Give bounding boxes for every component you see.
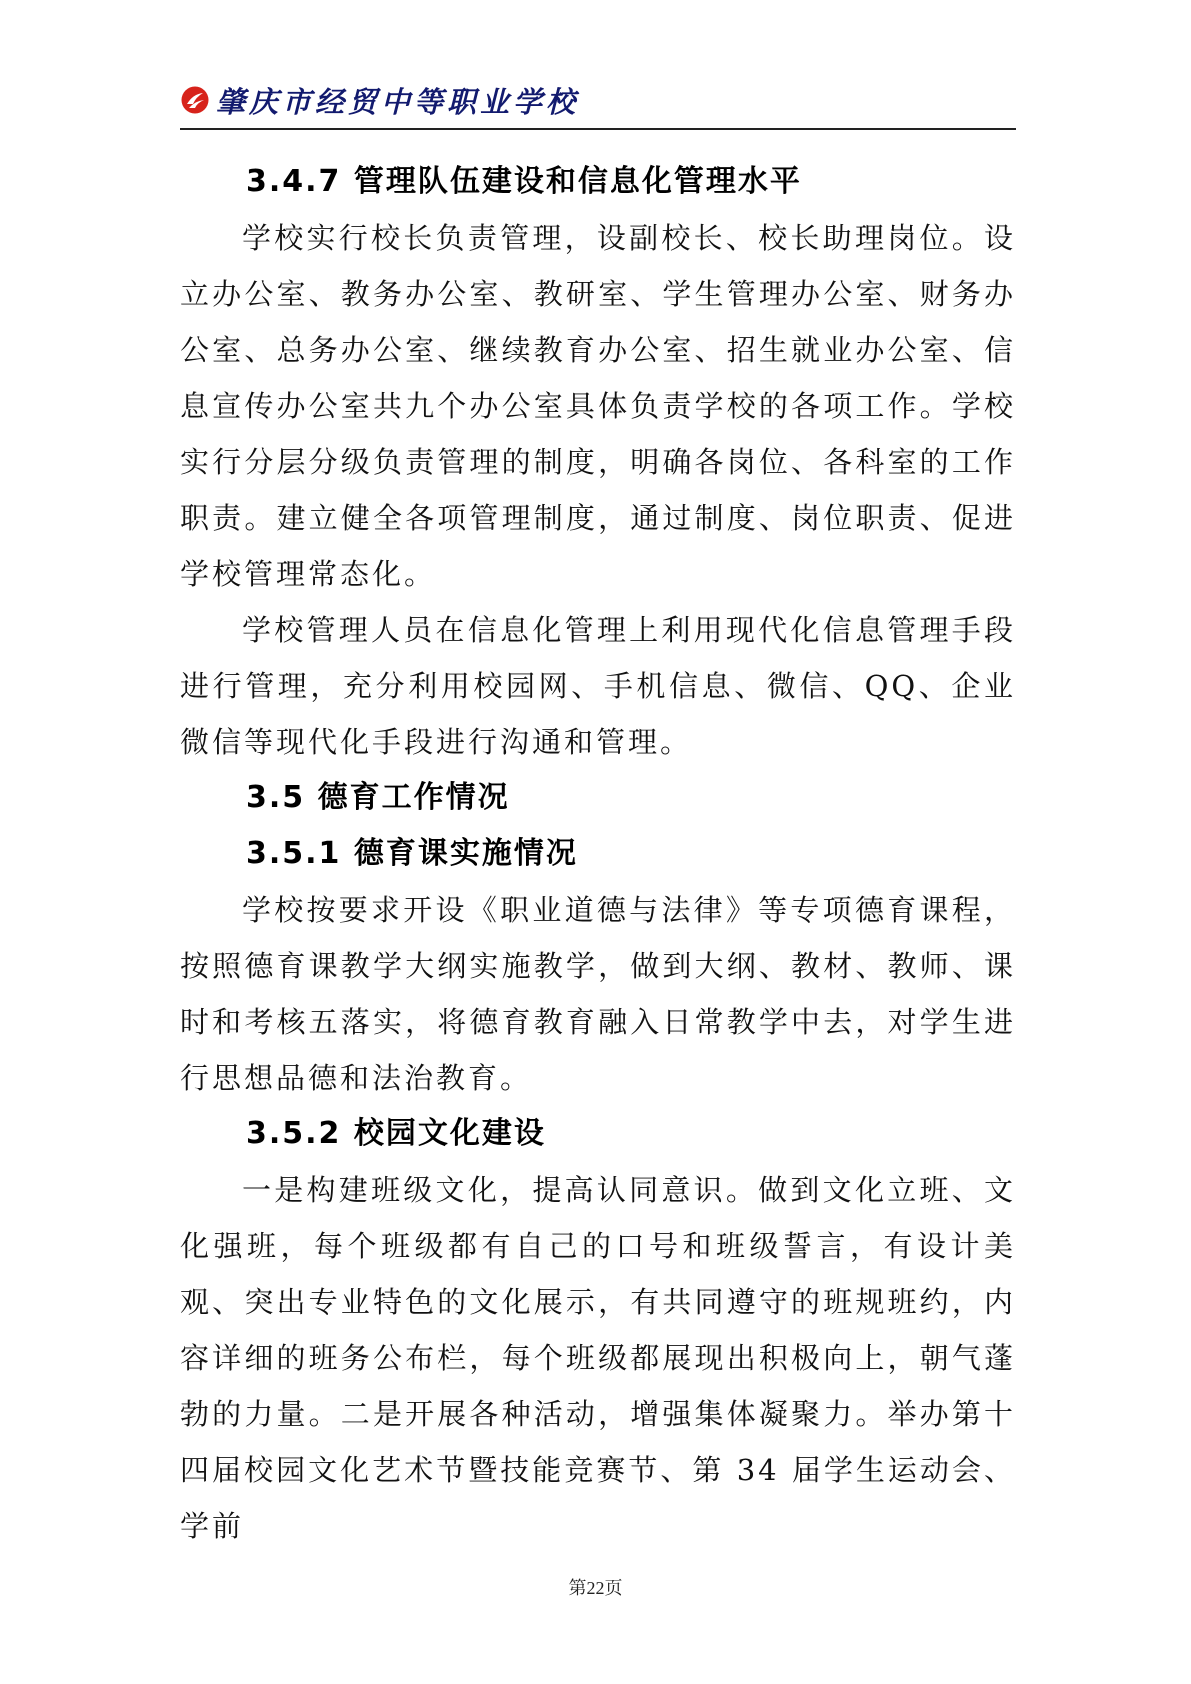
section-heading-3-4-7: 3.4.7 管理队伍建设和信息化管理水平 (246, 164, 802, 199)
document-body (180, 154, 1016, 1554)
section-heading-3-5-2: 3.5.2 校园文化建设 (246, 1116, 546, 1151)
paragraph-moral-course: 学校按要求开设《职业道德与法律》等专项德育课程，按照德育课教学大纲实施教学，做到大纲、教材、教师、课时和考核五落实，将德育教育融入日常教学中去，对学生进行思想品德和法治教育。 (180, 893, 1016, 1095)
page-header (180, 78, 1016, 122)
school-logo-icon (180, 85, 210, 115)
page-number: 第22页 (568, 1578, 623, 1598)
section-heading-3-5: 3.5 德育工作情况 (246, 780, 510, 815)
school-name: 肇庆市经贸中等职业学校 (216, 84, 580, 119)
paragraph-information-management: 学校管理人员在信息化管理上利用现代化信息管理手段进行管理，充分利用校园网、手机信息、微信、QQ、企业微信等现代化手段进行沟通和管理。 (180, 613, 1016, 759)
header-divider (180, 128, 1016, 130)
paragraph-management-structure: 学校实行校长负责管理，设副校长、校长助理岗位。设立办公室、教务办公室、教研室、学生管理办公室、财务办公室、总务办公室、继续教育办公室、招生就业办公室、信息宣传办公室共九个办公室具体负责学校的各项工作。学校实行分层分级负责管理的制度，明确各岗位、各科室的工作职责。建立健全各项管理制度，通过制度、岗位职责、促进学校管理常态化。 (180, 221, 1016, 591)
section-heading-3-5-1: 3.5.1 德育课实施情况 (246, 836, 578, 871)
paragraph-campus-culture: 一是构建班级文化，提高认同意识。做到文化立班、文化强班，每个班级都有自己的口号和班级誓言，有设计美观、突出专业特色的文化展示，有共同遵守的班规班约，内容详细的班务公布栏，每个班级都展现出积极向上，朝气蓬勃的力量。二是开展各种活动，增强集体凝聚力。举办第十四届校园文化艺术节暨技能竞赛节、第 34 届学生运动会、学前 (180, 1173, 1016, 1543)
